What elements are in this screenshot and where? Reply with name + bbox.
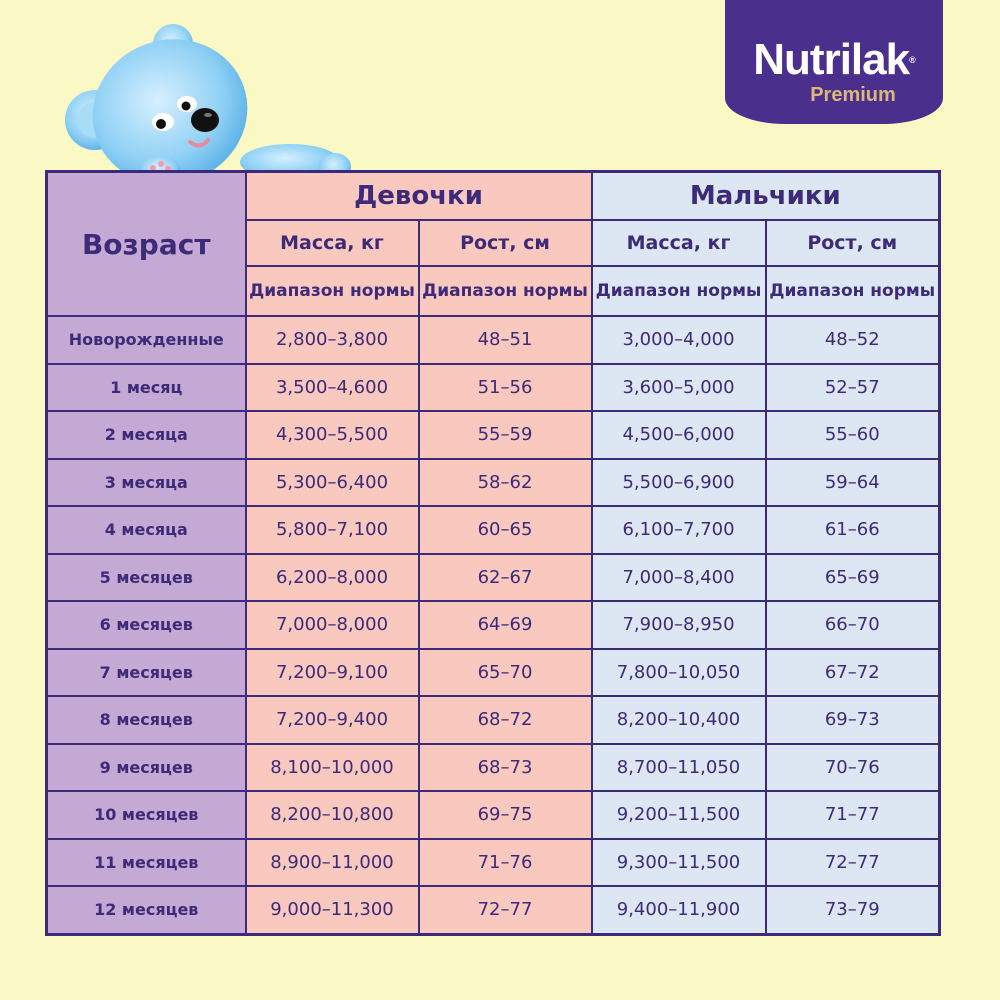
table-row — [47, 316, 940, 364]
girls-mass-cell: 3,500–4,600 — [246, 364, 419, 412]
table-row — [47, 649, 940, 697]
nutrilak-logo — [725, 0, 943, 124]
table-row — [47, 791, 940, 839]
boys-height-range-label: Диапазон нормы — [766, 266, 940, 316]
girls-mass-cell: 5,800–7,100 — [246, 506, 419, 554]
boys-mass-cell: 8,200–10,400 — [592, 696, 766, 744]
table-row — [47, 459, 940, 507]
boys-height-cell: 52–57 — [766, 364, 940, 412]
bear-mascot-icon — [55, 22, 355, 182]
girls-height-cell: 68–72 — [419, 696, 592, 744]
age-cell: 11 месяцев — [47, 839, 246, 887]
boys-height-cell: 72–77 — [766, 839, 940, 887]
table-row — [47, 839, 940, 887]
age-cell: 4 месяца — [47, 506, 246, 554]
girls-mass-cell: 7,000–8,000 — [246, 601, 419, 649]
boys-height-cell: 61–66 — [766, 506, 940, 554]
boys-mass-cell: 9,300–11,500 — [592, 839, 766, 887]
boys-mass-range-label: Диапазон нормы — [592, 266, 766, 316]
girls-group-header: Девочки — [246, 172, 592, 221]
girls-mass-header: Масса, кг — [246, 220, 419, 266]
table-row — [47, 744, 940, 792]
boys-group-header: Мальчики — [592, 172, 940, 221]
girls-height-header: Рост, см — [419, 220, 592, 266]
boys-height-cell: 55–60 — [766, 411, 940, 459]
boys-mass-cell: 9,400–11,900 — [592, 886, 766, 934]
age-cell: 3 месяца — [47, 459, 246, 507]
table-row — [47, 506, 940, 554]
table-row — [47, 601, 940, 649]
girls-height-cell: 64–69 — [419, 601, 592, 649]
girls-height-cell: 68–73 — [419, 744, 592, 792]
boys-height-cell: 71–77 — [766, 791, 940, 839]
age-cell: 12 месяцев — [47, 886, 246, 934]
girls-height-cell: 60–65 — [419, 506, 592, 554]
table-row — [47, 364, 940, 412]
boys-height-header: Рост, см — [766, 220, 940, 266]
age-cell: 9 месяцев — [47, 744, 246, 792]
girls-height-cell: 65–70 — [419, 649, 592, 697]
girls-mass-cell: 7,200–9,400 — [246, 696, 419, 744]
boys-height-cell: 65–69 — [766, 554, 940, 602]
girls-height-cell: 62–67 — [419, 554, 592, 602]
age-cell: 10 месяцев — [47, 791, 246, 839]
age-header: Возраст — [47, 172, 246, 317]
boys-mass-cell: 8,700–11,050 — [592, 744, 766, 792]
table-row — [47, 696, 940, 744]
age-cell: 8 месяцев — [47, 696, 246, 744]
age-cell: 7 месяцев — [47, 649, 246, 697]
table-row — [47, 886, 940, 934]
boys-height-cell: 70–76 — [766, 744, 940, 792]
girls-mass-cell: 8,100–10,000 — [246, 744, 419, 792]
boys-height-cell: 67–72 — [766, 649, 940, 697]
boys-mass-header: Масса, кг — [592, 220, 766, 266]
boys-mass-cell: 7,000–8,400 — [592, 554, 766, 602]
boys-mass-cell: 4,500–6,000 — [592, 411, 766, 459]
logo-subtitle: Premium — [810, 84, 896, 106]
girls-mass-cell: 8,200–10,800 — [246, 791, 419, 839]
girls-mass-cell: 4,300–5,500 — [246, 411, 419, 459]
girls-mass-cell: 7,200–9,100 — [246, 649, 419, 697]
growth-norms-table — [45, 170, 941, 936]
age-cell: 2 месяца — [47, 411, 246, 459]
table-row — [47, 411, 940, 459]
girls-height-cell: 48–51 — [419, 316, 592, 364]
girls-height-cell: 58–62 — [419, 459, 592, 507]
girls-height-cell: 51–56 — [419, 364, 592, 412]
table-row — [47, 554, 940, 602]
boys-mass-cell: 7,900–8,950 — [592, 601, 766, 649]
boys-height-cell: 48–52 — [766, 316, 940, 364]
boys-height-cell: 59–64 — [766, 459, 940, 507]
girls-mass-cell: 5,300–6,400 — [246, 459, 419, 507]
boys-mass-cell: 3,000–4,000 — [592, 316, 766, 364]
boys-height-cell: 73–79 — [766, 886, 940, 934]
girls-height-cell: 72–77 — [419, 886, 592, 934]
boys-height-cell: 66–70 — [766, 601, 940, 649]
girls-height-cell: 55–59 — [419, 411, 592, 459]
girls-mass-cell: 2,800–3,800 — [246, 316, 419, 364]
age-cell: 1 месяц — [47, 364, 246, 412]
boys-mass-cell: 7,800–10,050 — [592, 649, 766, 697]
boys-height-cell: 69–73 — [766, 696, 940, 744]
age-cell: Новорожденные — [47, 316, 246, 364]
girls-height-cell: 71–76 — [419, 839, 592, 887]
girls-height-range-label: Диапазон нормы — [419, 266, 592, 316]
girls-mass-cell: 6,200–8,000 — [246, 554, 419, 602]
boys-mass-cell: 5,500–6,900 — [592, 459, 766, 507]
girls-mass-range-label: Диапазон нормы — [246, 266, 419, 316]
age-cell: 5 месяцев — [47, 554, 246, 602]
age-cell: 6 месяцев — [47, 601, 246, 649]
logo-brand: Nutrilak® — [753, 35, 915, 84]
boys-mass-cell: 9,200–11,500 — [592, 791, 766, 839]
girls-mass-cell: 8,900–11,000 — [246, 839, 419, 887]
boys-mass-cell: 3,600–5,000 — [592, 364, 766, 412]
boys-mass-cell: 6,100–7,700 — [592, 506, 766, 554]
girls-height-cell: 69–75 — [419, 791, 592, 839]
girls-mass-cell: 9,000–11,300 — [246, 886, 419, 934]
